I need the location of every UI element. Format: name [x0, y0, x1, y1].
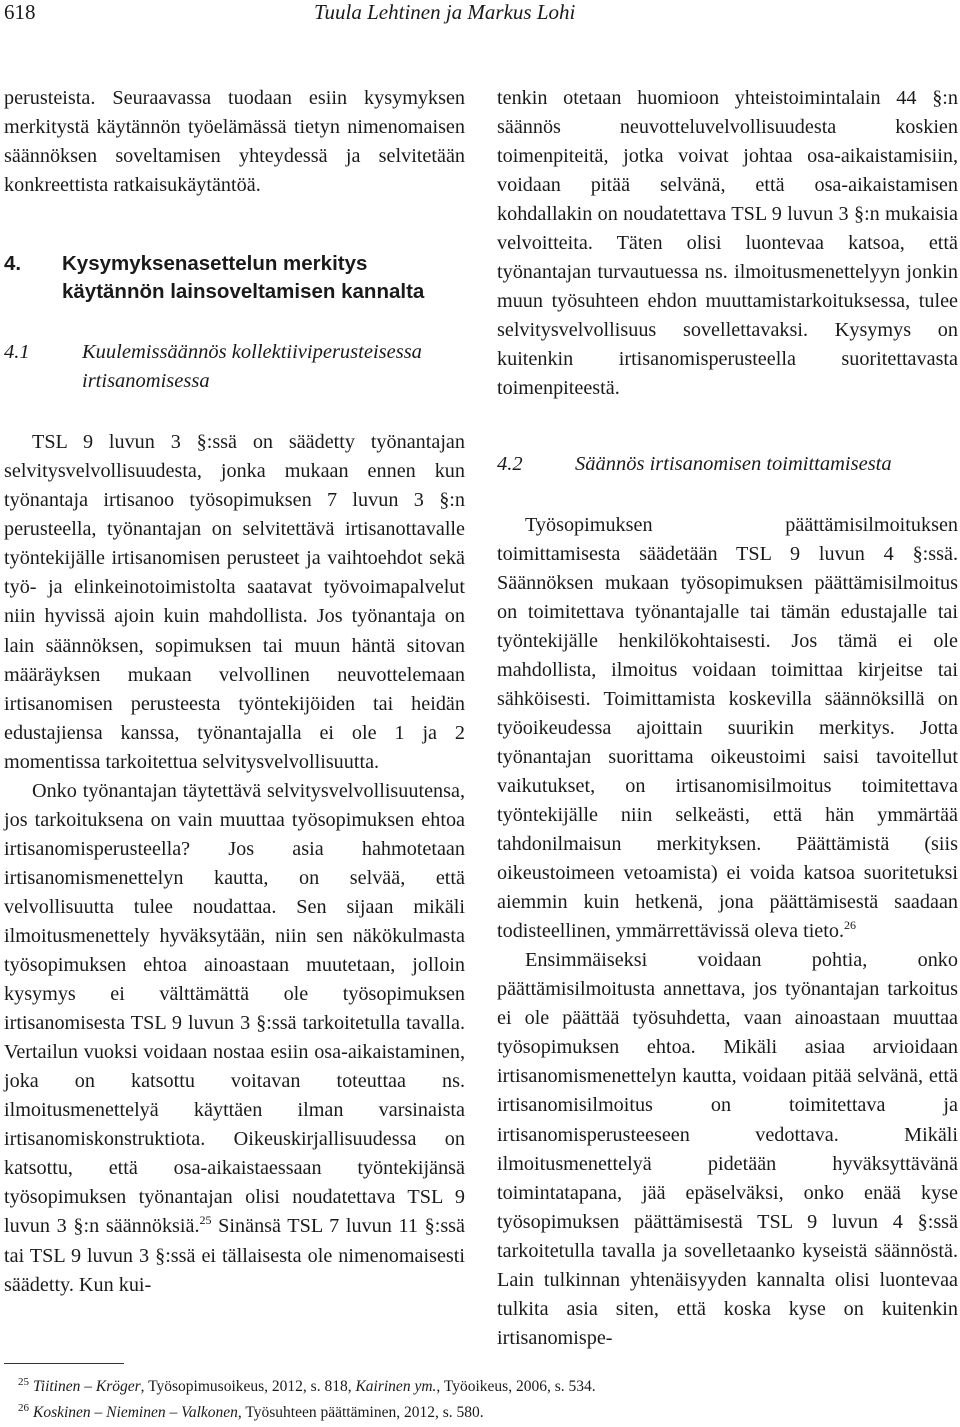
footnote-number: 25 — [18, 1376, 29, 1388]
section-number: 4. — [4, 252, 22, 276]
section-title: Kysymyksenasettelun merkitys käytännön lainsoveltamisen kannalta — [62, 252, 425, 304]
footnote-divider — [4, 1363, 124, 1364]
paragraph-text: Onko työnantajan täytettävä selvitysvelvollisuutensa, jos tarkoituksena on vain muuttaa työsopimuksen ehtoa irtisanomisperusteella? Jos asia hahmotetaan irtisanomismenettelyn kautta, on selvää, että velvollisuutta tulee noudattaa. Sen sijaan mikäli ilmoitusmenettely hyväksytään, niin sen näkökulmasta työsopimuksen ehtoa ainoastaan muutetaan, jolloin kysymys ei välttämättä ole työsopimuksen irtisanomisesta TSL 9 luvun 3 §:ssä tarkoitetulla tavalla. Vertailun vuoksi voidaan nostaa esiin osa-aikaistaminen, joka on katsottu voitavan toteuttaa ns. ilmoitusmenettelyä käyttäen ilman varsinaista irtisanomiskonstruktiota. Oikeuskirjallisuudessa on katsottu, että osa-aikaistaessaan työntekijänsä työsopimuksen työnantajan olisi noudatettava TSL 9 luvun 3 §:n säännöksiä. — [4, 779, 465, 1238]
footnote-text: , Työsuhteen päättäminen, 2012, s. 580. — [237, 1404, 484, 1421]
footnote — [18, 1374, 948, 1400]
subsection-title: Säännös irtisanomisen toimittamisesta — [575, 452, 892, 475]
footnotes — [18, 1374, 948, 1426]
right-column — [497, 84, 958, 1353]
footnote-reference[interactable]: 25 — [199, 1213, 212, 1228]
running-head: Tuula Lehtinen ja Markus Lohi — [314, 0, 576, 24]
paragraph-text: Työsopimuksen päättämisilmoituksen toimittamisesta säädetään TSL 9 luvun 4 §:ssä. Säännöksen mukaan työsopimuksen päättämisilmoitus on toimitettava työnantajalle tai tämän edustajalle tai työntekijälle henkilökohtaisesti. Jos tämä ei ole mahdollista, ilmoitus voidaan toimittaa kirjeitse tai sähköisesti. Toimittamista koskevilla säännöksillä on työoikeudessa ajoittain suurikin merkitys. Jotta työnantajan suorittama oikeustoimi saisi tavoitellut vaikutukset, on irtisanomisilmoitus toimitettava työntekijälle niin selkeästi, että hän ymmärtää tahdonilmaisun merkityksen. Päättämistä (siis oikeustoimeen vetoamista) ei voida katsoa suoritetuksi aiemmin kuin hetkenä, jona päättämisestä saadaan todisteellinen, ymmärrettävissä oleva tieto. — [497, 513, 958, 943]
footnote-author: Kairinen ym. — [355, 1378, 437, 1395]
page-number: 618 — [4, 0, 36, 24]
subsection-number: 4.1 — [4, 341, 30, 364]
footnote — [18, 1400, 948, 1426]
footnote-number: 26 — [18, 1402, 29, 1414]
section-heading — [4, 250, 465, 306]
subsection-title: Kuulemissäännös kollektiiviperusteisessa irtisanomisessa — [82, 341, 422, 393]
left-column — [4, 84, 465, 1300]
subsection-number: 4.2 — [497, 452, 523, 475]
paragraph — [4, 777, 465, 1300]
footnote-text: , Työsopimusoikeus, 2012, s. 818, — [140, 1378, 356, 1395]
paragraph: tenkin otetaan huomioon yhteistoimintalain 44 §:n säännös neuvotteluvelvollisuudesta koskien toimenpiteitä, jotka voivat johtaa osa-aikaistamisiin, voidaan pitää selvänä, että osa-aikaistamisen kohdallakin on noudatettava TSL 9 luvun 3 §:n mukaisia velvoitteita. Täten olisi luontevaa katsoa, että työnantajan turvautuessa ns. ilmoitusmenettelyyn jonkin muun työsuhteen ehdon muuttamistarkoituksessa, tulee selvitysvelvollisuus sovellettavaksi. Kysymys on kuitenkin irtisanomisperusteella suoritettavasta toimenpiteestä. — [497, 87, 958, 400]
paragraph: Ensimmäiseksi voidaan pohtia, onko päättämisilmoitusta annettava, jos työnantajan tarkoitus ei ole päättää työsuhdetta, vaan ainoastaan muuttaa työsopimuksen ehtoa. Mikäli asiaa arvioidaan irtisanomismenettelyn kautta, voidaan pitää selvänä, että irtisanomisilmoitus on toimitettava ja irtisanomisperusteeseen vedottava. Mikäli ilmoitusmenettelyä pidetään hyväksyttävänä toimintatapana, jää epäselväksi, onko enää kyse työsopimuksen päättämisestä TSL 9 luvun 4 §:ssä tarkoitetulla tavalla ja sovelletaanko kyseistä säännöstä. Lain tulkinnan yhtenäisyyden kannalta olisi luontevaa tulkita asia siten, että koska kyse on kuitenkin irtisanomispe- — [497, 949, 958, 1349]
paragraph: TSL 9 luvun 3 §:ssä on säädetty työnantajan selvitysvelvollisuudesta, jonka mukaan ennen kun työnantaja irtisanoo työsopimuksen 7 luvun 3 §:n perusteella, työnantajan on selvitettävä irtisanottavalle työntekijälle irtisanomisen perusteet ja vaihtoehdot sekä työ- ja elinkeinotoimistolta saatavat työvoimapalvelut niin hyvissä ajoin kuin mahdollista. Jos työnantaja on lain säännöksen, sopimuksen tai muun häntä sitovan määräyksen mukaan velvollinen neuvottelemaan irtisanomisen perusteesta työntekijöiden tai heidän edustajiensa kanssa, työnantajalla ei ole 1 ja 2 momentissa tarkoitettua selvitysvelvollisuutta. — [4, 431, 465, 773]
footnote-author: Tiitinen – Kröger — [33, 1378, 141, 1395]
subsection-heading — [4, 338, 465, 396]
footnote-author: Koskinen – Nieminen – Valkonen — [33, 1404, 238, 1421]
subsection-heading — [497, 450, 958, 479]
paragraph-text: Sinänsä TSL 7 luvun 11 §:ssä tai TSL 9 luvun 3 §:ssä ei tällaisesta ole nimenomaisesti säädetty. Kun kui- — [4, 1215, 466, 1296]
footnote-text: , Työoikeus, 2006, s. 534. — [436, 1378, 596, 1395]
paragraph: perusteista. Seuraavassa tuodaan esiin kysymyksen merkitystä käytännön työelämässä tietyn nimenomaisen säännöksen soveltamisen yhteydessä ja selvitetään konkreettista ratkaisukäytäntöä. — [4, 87, 465, 197]
page-header — [0, 0, 960, 30]
paragraph — [497, 511, 958, 947]
footnote-reference[interactable]: 26 — [844, 918, 857, 933]
